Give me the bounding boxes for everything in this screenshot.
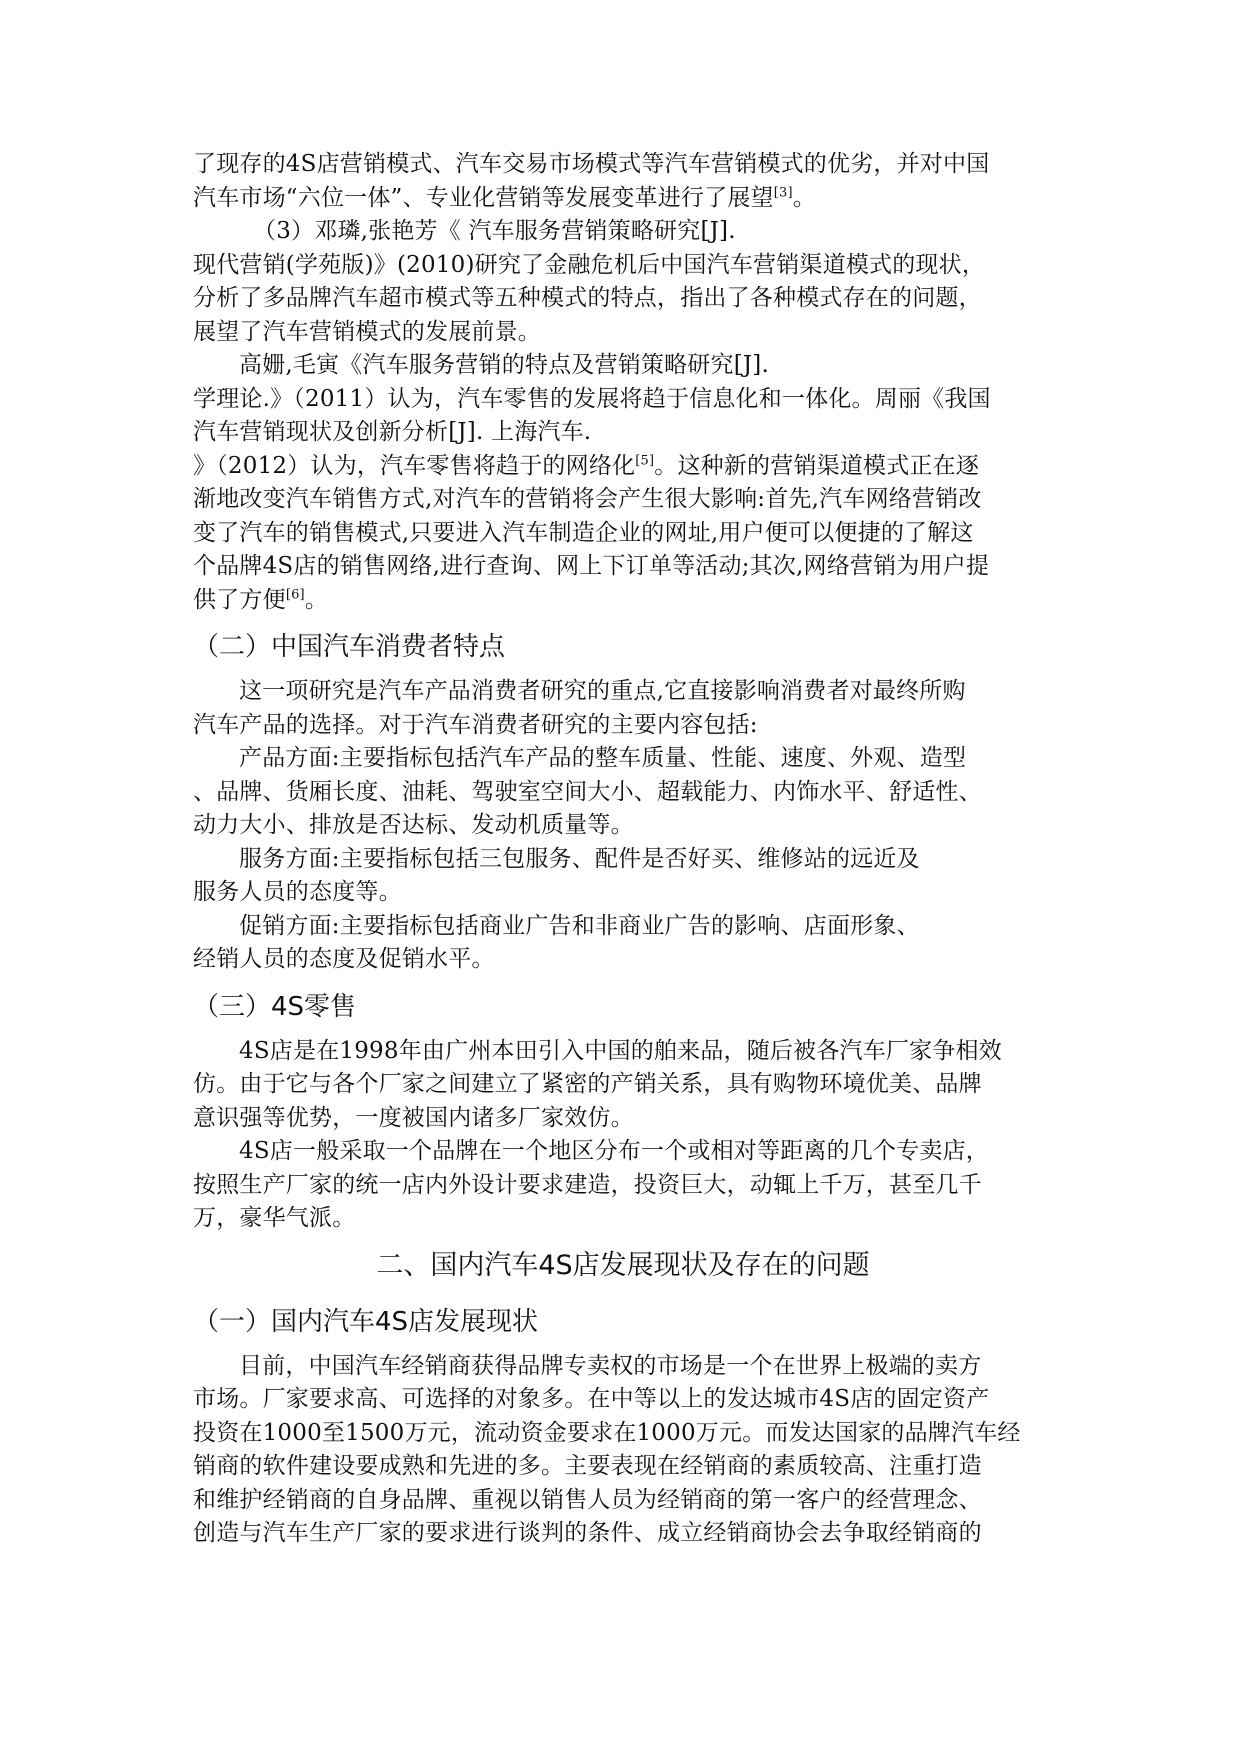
text-line: 促销方面:主要指标包括商业广告和非商业广告的影响、店面形象、: [239, 912, 920, 939]
text-line: 动力大小、排放是否达标、发动机质量等。: [193, 812, 634, 838]
text-line: 展望了汽车营销模式的发展前景。: [193, 318, 541, 345]
text-line: 学理论.》（2011）认为，汽车零售的发展将趋于信息化和一体化。周丽《我国: [193, 385, 991, 412]
text-line: （3）邓璘,张艳芳《 汽车服务营销策略研究[J].: [253, 218, 736, 244]
text-line: 了现存的4S店营销模式、汽车交易市场模式等汽车营销模式的优劣，并对中国: [193, 151, 990, 177]
text-line: 4S店是在1998年由广州本田引入中国的舶来品，随后被各汽车厂家争相效: [239, 1037, 1002, 1064]
section-heading: （三）4S零售: [193, 991, 357, 1022]
citation-ref: [3]: [773, 184, 793, 200]
text-line: 现代营销(学苑版)》(2010)研究了金融危机后中国汽车营销渠道模式的现状，: [193, 251, 986, 278]
section-heading: （二）中国汽车消费者特点: [193, 632, 506, 662]
document-page: [193, 148, 1053, 1551]
text-line: 变了汽车的销售模式,只要进入汽车制造企业的网址,用户便可以便捷的了解这: [193, 519, 974, 546]
text-line: 汽车产品的选择。对于汽车消费者研究的主要内容包括:: [193, 711, 758, 738]
text-line: 市场。厂家要求高、可选择的对象多。在中等以上的发达城市4S店的固定资产: [193, 1386, 990, 1412]
text-line: 个品牌4S店的销售网络,进行查询、网上下订单等活动;其次,网络营销为用户提: [193, 553, 990, 579]
text-line: 目前，中国汽车经销商获得品牌专卖权的市场是一个在世界上极端的卖方: [239, 1352, 982, 1379]
section-body: [193, 675, 1053, 977]
text-line: 、品牌、货厢长度、油耗、驾驶室空间大小、超载能力、内饰水平、舒适性、: [193, 778, 982, 805]
chapter-heading: 二、国内汽车4S店发展现状及存在的问题: [376, 1249, 870, 1281]
text-line: 万，豪华气派。: [193, 1205, 356, 1231]
text-line: 仿。由于它与各个厂家之间建立了紧密的产销关系，具有购物环境优美、品牌: [193, 1071, 982, 1097]
text-line: 汽车市场“六位一体”、专业化营销等发展变革进行了展望[3]。: [193, 184, 816, 211]
citation-ref: [5]: [635, 452, 655, 468]
text-line: 产品方面:主要指标包括汽车产品的整车质量、性能、速度、外观、造型: [239, 745, 967, 771]
text-line: 汽车营销现状及创新分析[J]. 上海汽车.: [193, 419, 592, 445]
text-line: 》（2012）认为，汽车零售将趋于的网络化[5]。这种新的营销渠道模式正在逐: [193, 452, 980, 479]
text-line: 分析了多品牌汽车超市模式等五种模式的特点，指出了各种模式存在的问题，: [193, 285, 982, 311]
section-body: [193, 1035, 1053, 1236]
text-line: 按照生产厂家的统一店内外设计要求建造，投资巨大，动辄上千万，甚至几千: [193, 1171, 982, 1198]
text-line: 经销人员的态度及促销水平。: [193, 946, 495, 972]
section-body: [193, 1350, 1053, 1551]
text-line: 意识强等优势，一度被国内诸多厂家效仿。: [193, 1104, 634, 1131]
text-line: 销商的软件建设要成熟和先进的多。主要表现在经销商的素质较高、注重打造: [193, 1453, 982, 1479]
text-line: 4S店一般采取一个品牌在一个地区分布一个或相对等距离的几个专卖店，: [239, 1138, 989, 1164]
text-line: 渐地改变汽车销售方式,对汽车的营销将会产生很大影响:首先,汽车网络营销改: [193, 486, 982, 512]
text-line: 和维护经销商的自身品牌、重视以销售人员为经销商的第一客户的经营理念、: [193, 1486, 982, 1513]
citation-ref: [6]: [285, 586, 305, 602]
text-line: 供了方便[6]。: [193, 586, 329, 613]
text-line: 高姗,毛寅《汽车服务营销的特点及营销策略研究[J].: [239, 352, 769, 378]
intro-block: [193, 148, 1053, 617]
text-line: 服务人员的态度等。: [193, 879, 402, 905]
text-line: 投资在1000至1500万元，流动资金要求在1000万元。而发达国家的品牌汽车经: [193, 1419, 1021, 1446]
text-line: 创造与汽车生产厂家的要求进行谈判的条件、成立经销商协会去争取经销商的: [193, 1520, 982, 1546]
text-line: 服务方面:主要指标包括三包服务、配件是否好买、维修站的远近及: [239, 845, 920, 872]
text-line: 这一项研究是汽车产品消费者研究的重点,它直接影响消费者对最终所购: [239, 678, 966, 704]
section-heading: （一）国内汽车4S店发展现状: [193, 1306, 539, 1337]
